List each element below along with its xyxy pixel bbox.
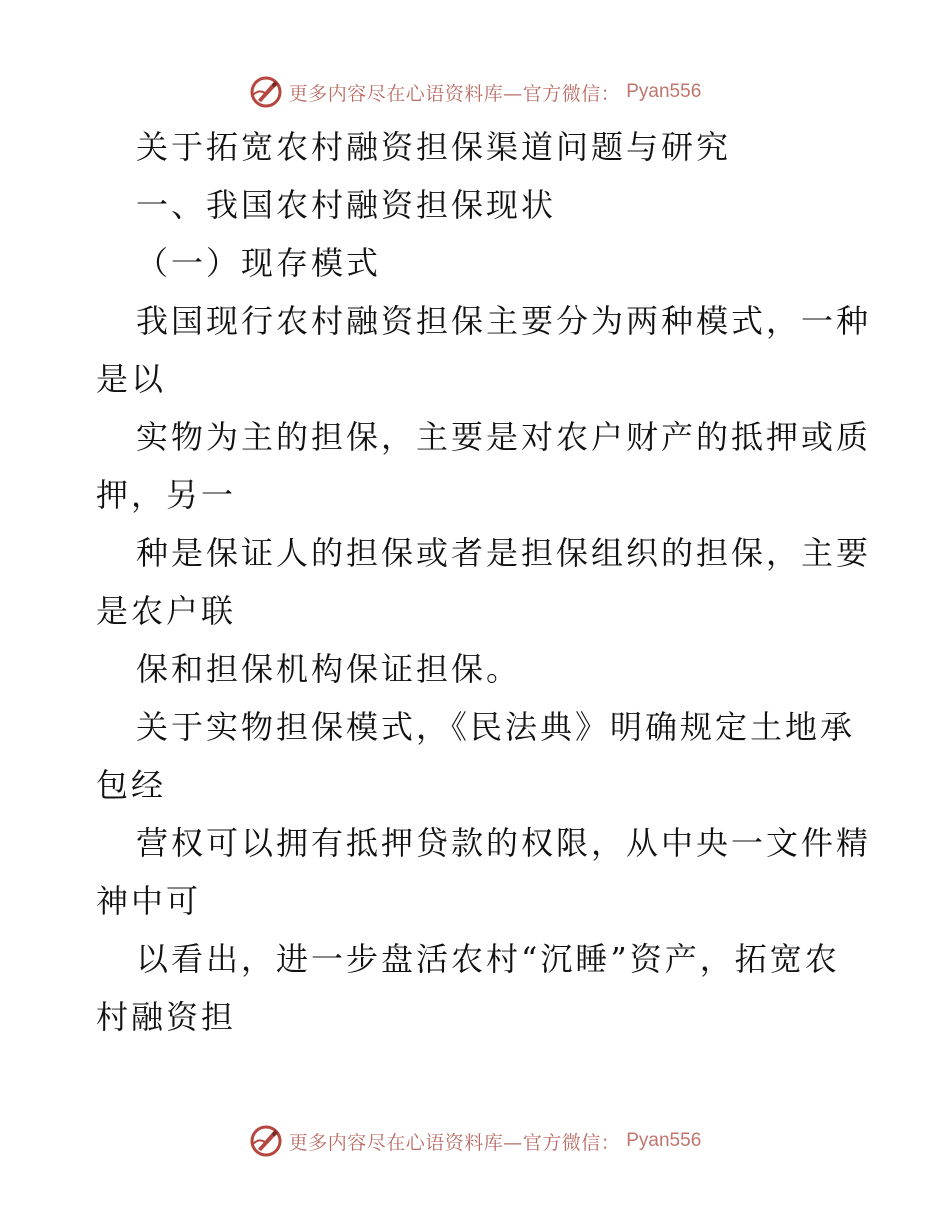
document-title: 关于拓宽农村融资担保渠道问题与研究 xyxy=(136,128,732,166)
watermark-banner-bottom xyxy=(0,1121,950,1161)
paragraph-line: 我国现行农村融资担保主要分为两种模式，一种 xyxy=(136,302,872,340)
document-body xyxy=(96,118,872,1046)
paragraph-line: 营权可以拥有抵押贷款的权限，从中央一文件精 xyxy=(136,824,872,862)
paragraph-line: 实物为主的担保，主要是对农户财产的抵押或质 xyxy=(136,418,872,456)
paragraph-line: 是农户联 xyxy=(96,592,237,630)
paragraph-line: 以看出，进一步盘活农村“沉睡”资产，拓宽农 xyxy=(136,940,840,978)
watermark-text: 更多内容尽在心语资料库—官方微信： xyxy=(288,82,621,105)
paragraph-line: 种是保证人的担保或者是担保组织的担保，主要 xyxy=(136,534,872,572)
watermark-text: 更多内容尽在心语资料库—官方微信： xyxy=(288,1131,621,1154)
paragraph-line: 押，另一 xyxy=(96,476,237,514)
paragraph-line: 村融资担 xyxy=(96,998,237,1036)
paragraph-line: 是以 xyxy=(96,360,167,398)
watermark-account: Pyan556 xyxy=(626,81,702,102)
paragraph-line: 保和担保机构保证担保。 xyxy=(136,650,522,688)
subsection-heading: （一）现存模式 xyxy=(136,244,382,282)
paragraph-line: 神中可 xyxy=(96,882,202,920)
pen-logo-icon xyxy=(249,1124,283,1158)
paragraph-line: 包经 xyxy=(96,766,167,804)
pen-logo-icon xyxy=(249,75,283,109)
watermark-account: Pyan556 xyxy=(626,1130,702,1151)
paragraph-line: 关于实物担保模式，《民法典》明确规定土地承 xyxy=(136,708,856,746)
section-heading: 一、我国农村融资担保现状 xyxy=(136,186,557,224)
watermark-banner-top xyxy=(0,72,950,112)
